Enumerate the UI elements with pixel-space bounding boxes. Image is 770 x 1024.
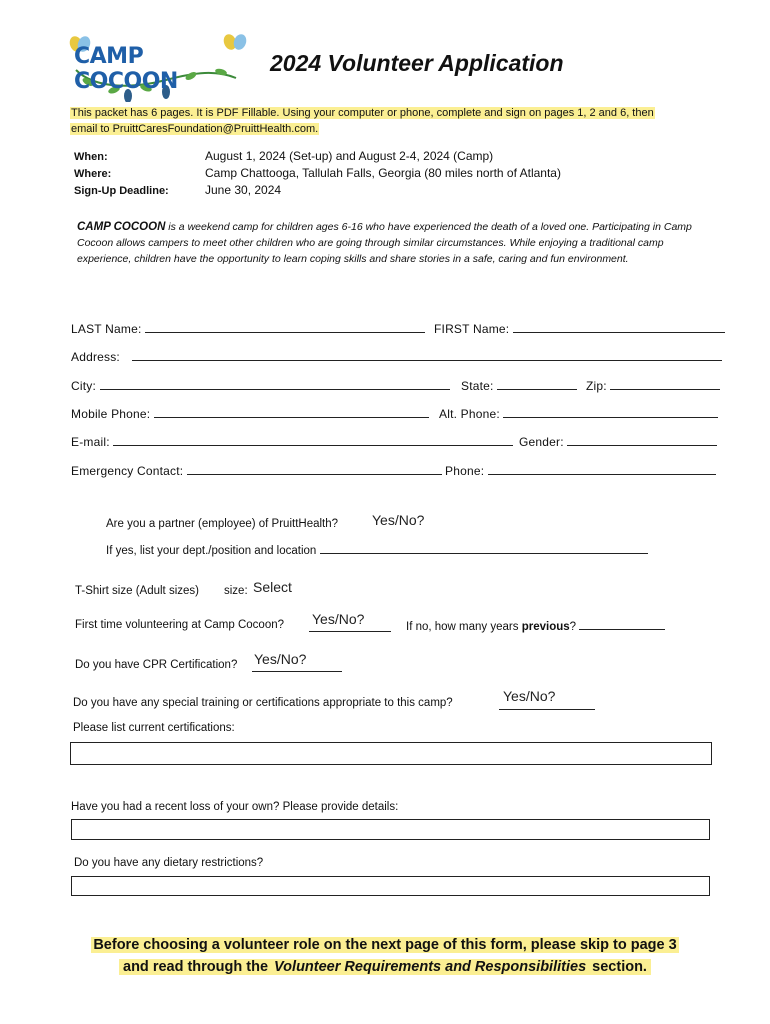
when-label: When: <box>74 151 108 163</box>
certs-input[interactable] <box>70 742 712 765</box>
cpr-answer-field[interactable] <box>252 651 342 672</box>
state-field[interactable] <box>497 377 577 390</box>
state-label: State: <box>461 379 494 393</box>
partner-question: Are you a partner (employee) of PruittHealth? <box>106 518 339 530</box>
size-label: size: <box>224 585 248 597</box>
footer-line-1: Before choosing a volunteer role on the next page of this form, please skip to page 3 <box>93 937 677 953</box>
alt-phone-field[interactable] <box>503 405 718 418</box>
footer-line-2-italic: Volunteer Requirements and Responsibilities <box>274 959 587 975</box>
phone-row <box>445 462 716 478</box>
city-field[interactable] <box>100 377 450 390</box>
emergency-field[interactable] <box>187 462 442 475</box>
years-suffix: ? <box>569 621 577 633</box>
email-field[interactable] <box>113 433 513 446</box>
loss-input[interactable] <box>71 819 710 840</box>
years-row <box>406 617 665 633</box>
alt-phone-row <box>439 405 718 421</box>
zip-label: Zip: <box>586 379 607 393</box>
footer-note <box>60 934 710 978</box>
dept-field[interactable] <box>320 541 648 554</box>
intro-line-1: This packet has 6 pages. It is PDF Fillable. Using your computer or phone, complete and sign on pages 1, 2 and 6, then <box>71 107 654 119</box>
dietary-label: Do you have any dietary restrictions? <box>74 857 264 869</box>
certs-label: Please list current certifications: <box>73 722 235 734</box>
intro-line-2: email to PruittCaresFoundation@PruittHealth.com. <box>71 123 319 135</box>
alt-phone-label: Alt. Phone: <box>439 407 500 421</box>
deadline-label: Sign-Up Deadline: <box>74 185 169 197</box>
email-label: E-mail: <box>71 435 110 449</box>
training-answer-select[interactable]: Yes/No? <box>503 688 556 704</box>
last-name-row <box>71 320 425 336</box>
first-time-answer-select[interactable]: Yes/No? <box>312 611 365 627</box>
first-time-answer-field[interactable] <box>309 611 391 632</box>
gender-row <box>519 433 717 449</box>
phone-field[interactable] <box>488 462 716 475</box>
tshirt-size-select[interactable]: Select <box>253 579 292 595</box>
training-question: Do you have any special training or certifications appropriate to this camp? <box>73 697 453 709</box>
emergency-label: Emergency Contact: <box>71 464 184 478</box>
intro-note <box>70 105 690 137</box>
mobile-field[interactable] <box>154 405 429 418</box>
years-field[interactable] <box>579 617 665 630</box>
first-name-row <box>434 320 725 336</box>
training-answer-field[interactable] <box>499 688 595 710</box>
where-value: Camp Chattooga, Tallulah Falls, Georgia (80 miles north of Atlanta) <box>205 166 561 180</box>
cpr-answer-select[interactable]: Yes/No? <box>254 651 307 667</box>
address-field[interactable] <box>132 348 722 361</box>
cpr-question: Do you have CPR Certification? <box>75 659 238 671</box>
last-name-field[interactable] <box>145 320 425 333</box>
deadline-value: June 30, 2024 <box>205 183 282 197</box>
last-name-label: LAST Name: <box>71 322 142 336</box>
city-label: City: <box>71 379 96 393</box>
dept-row <box>106 541 648 557</box>
footer-line-2 <box>119 959 651 975</box>
gender-field[interactable] <box>567 433 717 446</box>
dietary-input[interactable] <box>71 876 710 896</box>
years-bold: previous <box>521 621 570 633</box>
camp-description <box>77 219 717 267</box>
when-value: August 1, 2024 (Set-up) and August 2-4, 2024 (Camp) <box>205 149 494 163</box>
phone-label: Phone: <box>445 464 485 478</box>
camp-cocoon-logo <box>66 30 254 102</box>
years-prefix: If no, how many years <box>406 621 522 633</box>
city-row <box>71 377 450 393</box>
address-row <box>71 348 722 364</box>
description-text: is a weekend camp for children ages 6-16 who have experienced the death of a loved one. Participating in Camp Cocoon allows campers to meet other children who are going through similar circumstances. While enjoying a traditional camp experience, children have the opportunity to learn coping skills and share stories in a safe, caring and fun environment. <box>77 221 692 265</box>
first-name-label: FIRST Name: <box>434 322 510 336</box>
zip-field[interactable] <box>610 377 720 390</box>
first-time-question: First time volunteering at Camp Cocoon? <box>75 619 285 631</box>
emergency-row <box>71 462 442 478</box>
dept-label: If yes, list your dept./position and location <box>106 545 317 557</box>
page-title: 2024 Volunteer Application <box>270 50 564 76</box>
tshirt-label: T-Shirt size (Adult sizes) <box>75 585 199 597</box>
mobile-label: Mobile Phone: <box>71 407 151 421</box>
mobile-row <box>71 405 429 421</box>
state-row <box>461 377 577 393</box>
footer-line-2-suffix: section. <box>588 959 647 975</box>
loss-label: Have you had a recent loss of your own? Please provide details: <box>71 801 399 813</box>
email-row <box>71 433 513 449</box>
partner-answer-select[interactable]: Yes/No? <box>372 512 425 528</box>
zip-row <box>586 377 720 393</box>
gender-label: Gender: <box>519 435 564 449</box>
logo-text: CAMP COCOON <box>74 44 178 94</box>
description-lead: CAMP COCOON <box>77 221 166 233</box>
address-label: Address: <box>71 350 120 364</box>
footer-line-2-prefix: and read through the <box>123 959 273 975</box>
where-label: Where: <box>74 168 112 180</box>
first-name-field[interactable] <box>513 320 725 333</box>
